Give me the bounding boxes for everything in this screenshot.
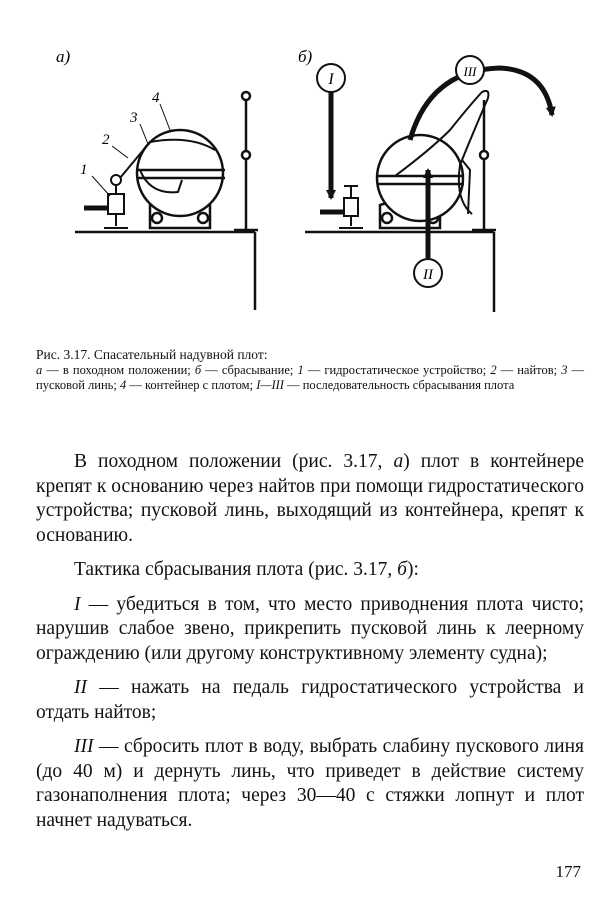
- p2-text-b: ):: [406, 559, 419, 580]
- legend-key-a: а: [36, 363, 43, 377]
- step-iii-text: — сбросить плот в воду, выбрать слабину пускового линя (до 40 м) и дернуть линь, что приведет в действие систему газонаполнения плота; через 30—40 с стяжки лопнут и плот начнет надуваться.: [36, 736, 584, 831]
- railing-stanchion-b: [472, 100, 496, 232]
- step-i-number: I: [74, 593, 81, 615]
- stage-label-i: I: [328, 71, 334, 88]
- legend-key-1: 1: [297, 363, 304, 377]
- legend-key-3: 3: [561, 363, 568, 377]
- legend-text-2: — найтов;: [496, 363, 562, 377]
- raft-container-a: [137, 130, 225, 228]
- legend-text-a: — в походном положении;: [42, 363, 195, 377]
- figure-caption: [36, 346, 584, 393]
- body-text: [36, 450, 584, 833]
- legend-key-2: 2: [490, 363, 497, 377]
- stage-iii-marker: [410, 56, 552, 140]
- part-label-4: 4: [152, 90, 160, 106]
- legend-key-stages: I—III: [256, 378, 284, 392]
- raft-container-b: [377, 135, 464, 228]
- stage-label-ii: II: [423, 267, 433, 283]
- hydrostatic-device-a: [84, 175, 128, 228]
- part-label-3: 3: [130, 110, 138, 126]
- caption-title: Рис. 3.17. Спасательный надувной плот:: [36, 347, 268, 362]
- step-iii-number: III: [74, 736, 94, 757]
- legend-text-4: — контейнер с плотом;: [126, 378, 257, 392]
- page-number: 177: [555, 862, 581, 881]
- paragraph-step-iii: [36, 735, 584, 833]
- p1-text-a: В походном положении (рис. 3.17,: [74, 451, 394, 472]
- paragraph-step-i: [36, 593, 584, 667]
- panel-a-label: а): [56, 47, 71, 66]
- deck-base-b: [305, 232, 494, 312]
- legend-text-stages: — последовательность сбрасывания плота: [283, 378, 515, 392]
- stage-label-iii: III: [463, 64, 477, 79]
- legend-text-3: — пусковой линь;: [36, 363, 585, 392]
- legend-text-b: — сбрасывание;: [201, 363, 298, 377]
- paragraph-step-ii: [36, 676, 584, 725]
- paragraph-tactics-intro: [36, 558, 584, 583]
- figure-3-17-diagram: [0, 0, 615, 345]
- p1-figure-ref: а: [393, 451, 404, 472]
- p2-figure-ref: б: [397, 559, 407, 580]
- legend-key-4: 4: [119, 378, 127, 392]
- legend-text-1: — гидростатическое устройство;: [303, 363, 491, 377]
- deck-base-a: [75, 232, 255, 310]
- railing-stanchion-a: [234, 92, 258, 232]
- hydrostatic-device-b: [320, 186, 363, 228]
- step-ii-text: — нажать на педаль гидростатического устройства и отдать найтов;: [36, 677, 584, 723]
- part-label-2: 2: [102, 132, 110, 148]
- step-ii-number: II: [74, 677, 87, 698]
- step-i-text: — убедиться в том, что место приводнения плота чисто; нарушив слабое звено, прикрепить пусковой линь к леерному ограждению (или другому конструктивному элементу судна);: [36, 593, 584, 664]
- legend-key-b: б: [194, 363, 202, 377]
- panel-b-label: б): [298, 47, 313, 66]
- part-label-1: 1: [80, 162, 88, 178]
- p1-text-b: ) плот в контейнере крепят к основанию через найтов при помощи гидростатического устройства; пусковой линь, выходящий из контейнера, крепят к основанию.: [36, 451, 584, 546]
- p2-text-a: Тактика сбрасывания плота (рис. 3.17,: [74, 559, 398, 580]
- caption-legend: [36, 363, 584, 393]
- paragraph-stowed-position: [36, 450, 584, 548]
